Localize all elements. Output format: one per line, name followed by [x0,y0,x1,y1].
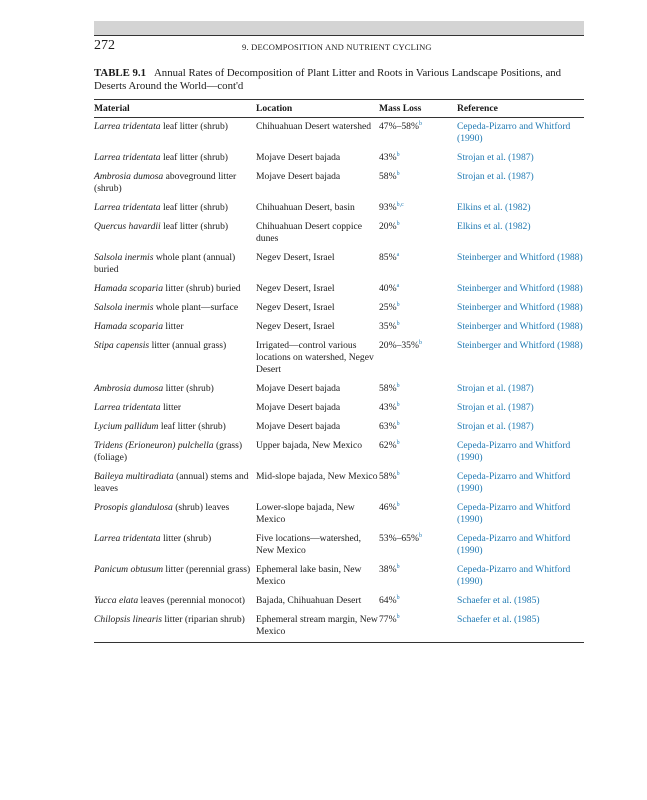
table-row [94,561,584,592]
material-description: litter (riparian shrub) [161,614,245,625]
material-description: leaf litter (shrub) [160,152,228,163]
mass-loss-cell [379,149,457,168]
mass-loss-value: 43% [379,402,397,413]
material-description: (shrub) leaves [172,502,230,513]
table-header-row [94,100,584,118]
mass-loss-value: 20%–35% [379,340,419,351]
table-row [94,468,584,499]
mass-loss-value: 58% [379,471,397,482]
running-head: 9. DECOMPOSITION AND NUTRIENT CYCLING [242,42,432,52]
mass-loss-cell [379,199,457,218]
location-cell: Mojave Desert bajada [256,171,341,182]
material-description: leaf litter (shrub) [160,221,229,232]
reference-cell [457,437,584,468]
reference-cell [457,380,584,399]
material-cell [94,611,256,643]
mass-loss-cell [379,399,457,418]
reference-link[interactable]: Steinberger and Whitford (1988) [457,321,583,332]
mass-loss-value: 62% [379,440,397,451]
material-cell [94,468,256,499]
species-name: Larrea tridentata [94,202,161,213]
reference-cell [457,149,584,168]
reference-cell [457,299,584,318]
table-row [94,318,584,337]
mass-loss-cell [379,611,457,643]
footnote-marker[interactable]: b [396,152,400,158]
location-cell: Bajada, Chihuahuan Desert [256,595,362,606]
mass-loss-value: 38% [379,564,397,575]
location-cell: Negev Desert, Israel [256,302,335,313]
reference-cell [457,468,584,499]
mass-loss-cell [379,168,457,199]
reference-cell [457,168,584,199]
location-cell: Mid-slope bajada, New Mexico [256,471,378,482]
footnote-marker[interactable]: b [396,471,400,477]
mass-loss-cell [379,418,457,437]
table-label: TABLE 9.1 [94,67,146,79]
species-name: Prosopis glandulosa [94,502,173,513]
reference-link[interactable]: Steinberger and Whitford (1988) [457,340,583,351]
reference-cell [457,561,584,592]
mass-loss-value: 58% [379,171,397,182]
table-row [94,592,584,611]
species-name: Ambrosia dumosa [94,171,164,182]
reference-link[interactable]: Steinberger and Whitford (1988) [457,302,583,313]
mass-loss-value: 40% [379,283,397,294]
reference-link[interactable]: Strojan et al. (1987) [457,402,534,413]
material-description: whole plant—surface [153,302,239,313]
material-cell [94,418,256,437]
location-cell: Negev Desert, Israel [256,321,335,332]
reference-link[interactable]: Schaefer et al. (1985) [457,595,540,606]
location-cell: Ephemeral stream margin, New Mexico [256,611,379,643]
footnote-marker[interactable]: b [396,171,400,177]
location-cell: Upper bajada, New Mexico [256,440,363,451]
footnote-marker[interactable]: a [396,252,400,258]
table-title: Annual Rates of Decomposition of Plant Litter and Roots in Various Landscape Positions, and Deserts Around the World—cont'd [94,67,562,92]
mass-loss-value: 58% [379,383,397,394]
material-description: leaf litter (shrub) [160,121,228,132]
mass-loss-cell [379,318,457,337]
mass-loss-value: 63% [379,421,397,432]
material-cell [94,318,256,337]
footnote-marker[interactable]: b [396,421,400,427]
material-description: litter [160,402,182,413]
material-description: litter (shrub) [160,533,212,544]
table-row [94,249,584,280]
species-name: Salsola inermis [94,252,154,263]
material-cell [94,218,256,249]
material-description: leaf litter (shrub) [160,202,228,213]
reference-cell [457,218,584,249]
location-cell: Mojave Desert bajada [256,383,341,394]
mass-loss-cell [379,249,457,280]
reference-link[interactable]: Schaefer et al. (1985) [457,614,540,625]
footnote-marker[interactable]: b [396,502,400,508]
mass-loss-value: 53%–65% [379,533,419,544]
page-header [94,35,584,53]
reference-link[interactable]: Steinberger and Whitford (1988) [457,252,583,263]
reference-link[interactable]: Cepeda-Pizarro and Whitford (1990) [457,564,571,587]
decomposition-table [94,99,584,643]
mass-loss-cell [379,218,457,249]
table-body [94,118,584,643]
reference-link[interactable]: Cepeda-Pizarro and Whitford (1990) [457,471,571,494]
header-location: Location [256,100,379,118]
location-cell: Chihuahuan Desert, basin [256,202,355,213]
table-row [94,118,584,150]
mass-loss-value: 25% [379,302,397,313]
table-row [94,280,584,299]
species-name: Chilopsis linearis [94,614,162,625]
table-row [94,418,584,437]
reference-cell [457,118,584,150]
reference-link[interactable]: Cepeda-Pizarro and Whitford (1990) [457,121,571,144]
material-description: litter (perennial grass) [163,564,251,575]
material-cell [94,299,256,318]
reference-cell [457,318,584,337]
footnote-marker[interactable]: b [418,340,422,346]
footnote-marker[interactable]: b [396,402,400,408]
footnote-marker[interactable]: b [396,221,400,227]
material-cell [94,592,256,611]
species-name: Tridens (Erioneuron) pulchella [94,440,214,451]
table-row [94,218,584,249]
mass-loss-cell [379,561,457,592]
location-cell: Negev Desert, Israel [256,252,335,263]
table-row [94,149,584,168]
material-description: aboveground litter (shrub) [94,171,237,194]
material-cell [94,168,256,199]
reference-link[interactable]: Steinberger and Whitford (1988) [457,283,583,294]
table-row [94,380,584,399]
material-cell [94,499,256,530]
location-cell: Ephemeral lake basin, New Mexico [256,564,362,587]
table-row [94,530,584,561]
reference-link[interactable]: Cepeda-Pizarro and Whitford (1990) [457,440,571,463]
material-description: (annual) stems and leaves [94,471,249,494]
species-name: Lycium pallidum [94,421,159,432]
mass-loss-value: 43% [379,152,397,163]
species-name: Larrea tridentata [94,533,161,544]
reference-link[interactable]: Strojan et al. (1987) [457,152,534,163]
footnote-marker[interactable]: b [396,321,400,327]
species-name: Panicum obtusum [94,564,164,575]
species-name: Yucca elata [94,595,139,606]
mass-loss-value: 47%–58% [379,121,419,132]
table-row [94,199,584,218]
mass-loss-cell [379,468,457,499]
location-cell: Mojave Desert bajada [256,421,341,432]
material-cell [94,380,256,399]
material-description: whole plant (annual) buried [94,252,236,275]
material-cell [94,118,256,150]
species-name: Baileya multiradiata [94,471,174,482]
table-caption [94,67,584,93]
mass-loss-cell [379,337,457,380]
species-name: Hamada scoparia [94,321,164,332]
mass-loss-cell [379,280,457,299]
reference-link[interactable]: Strojan et al. (1987) [457,383,534,394]
table-row [94,611,584,643]
species-name: Salsola inermis [94,302,154,313]
location-cell: Mojave Desert bajada [256,402,341,413]
material-description: litter (annual grass) [149,340,227,351]
material-cell [94,337,256,380]
table-row [94,168,584,199]
mass-loss-cell [379,499,457,530]
reference-cell [457,499,584,530]
location-cell: Lower-slope bajada, New Mexico [256,502,355,525]
mass-loss-value: 35% [379,321,397,332]
table-row [94,337,584,380]
material-description: litter (shrub) buried [163,283,241,294]
table-row [94,399,584,418]
mass-loss-cell [379,530,457,561]
reference-link[interactable]: Strojan et al. (1987) [457,421,534,432]
reference-link[interactable]: Elkins et al. (1982) [457,202,531,213]
footnote-marker[interactable]: b [396,614,400,620]
reference-cell [457,280,584,299]
location-cell: Chihuahuan Desert coppice dunes [256,221,363,244]
mass-loss-value: 77% [379,614,397,625]
mass-loss-cell [379,380,457,399]
material-description: leaf litter (shrub) [158,421,226,432]
mass-loss-value: 85% [379,252,397,263]
mass-loss-value: 46% [379,502,397,513]
footnote-marker[interactable]: a [396,283,400,289]
material-description: litter [163,321,184,332]
reference-cell [457,592,584,611]
species-name: Larrea tridentata [94,402,161,413]
reference-cell [457,399,584,418]
header-reference: Reference [457,100,584,118]
species-name: Larrea tridentata [94,121,161,132]
location-cell: Chihuahuan Desert watershed [256,121,372,132]
location-cell: Irrigated—control various locations on watershed, Negev Desert [256,340,374,375]
reference-cell [457,199,584,218]
reference-link[interactable]: Strojan et al. (1987) [457,171,534,182]
material-description: leaves (perennial monocot) [138,595,245,606]
footnote-marker[interactable]: b [396,302,400,308]
species-name: Larrea tridentata [94,152,161,163]
material-cell [94,561,256,592]
material-description: (grass) (foliage) [94,440,243,463]
reference-link[interactable]: Cepeda-Pizarro and Whitford (1990) [457,533,571,556]
species-name: Quercus havardii [94,221,161,232]
material-cell [94,530,256,561]
material-cell [94,437,256,468]
material-cell [94,249,256,280]
mass-loss-cell [379,299,457,318]
footnote-marker[interactable]: b [396,564,400,570]
mass-loss-value: 93% [379,202,397,213]
mass-loss-cell [379,437,457,468]
reference-cell [457,611,584,643]
reference-cell [457,337,584,380]
location-cell: Mojave Desert bajada [256,152,341,163]
footnote-marker[interactable]: b [396,383,400,389]
footnote-marker[interactable]: b [418,121,422,127]
header-mass-loss: Mass Loss [379,100,457,118]
table-row [94,437,584,468]
location-cell: Negev Desert, Israel [256,283,335,294]
location-cell: Five locations—watershed, New Mexico [256,533,361,556]
footnote-marker[interactable]: b,c [396,202,404,208]
footnote-marker[interactable]: b [418,533,422,539]
header-material: Material [94,100,256,118]
footnote-marker[interactable]: b [396,595,400,601]
reference-link[interactable]: Cepeda-Pizarro and Whitford (1990) [457,502,571,525]
top-band [94,21,584,35]
reference-cell [457,418,584,437]
material-description: litter (shrub) [163,383,214,394]
page-number: 272 [94,38,115,53]
table-row [94,299,584,318]
material-cell [94,280,256,299]
mass-loss-cell [379,118,457,150]
reference-cell [457,249,584,280]
mass-loss-value: 64% [379,595,397,606]
species-name: Ambrosia dumosa [94,383,164,394]
mass-loss-cell [379,592,457,611]
table-row [94,499,584,530]
mass-loss-value: 20% [379,221,397,232]
reference-cell [457,530,584,561]
footnote-marker[interactable]: b [396,440,400,446]
species-name: Stipa capensis [94,340,150,351]
material-cell [94,199,256,218]
species-name: Hamada scoparia [94,283,164,294]
material-cell [94,149,256,168]
reference-link[interactable]: Elkins et al. (1982) [457,221,531,232]
material-cell [94,399,256,418]
